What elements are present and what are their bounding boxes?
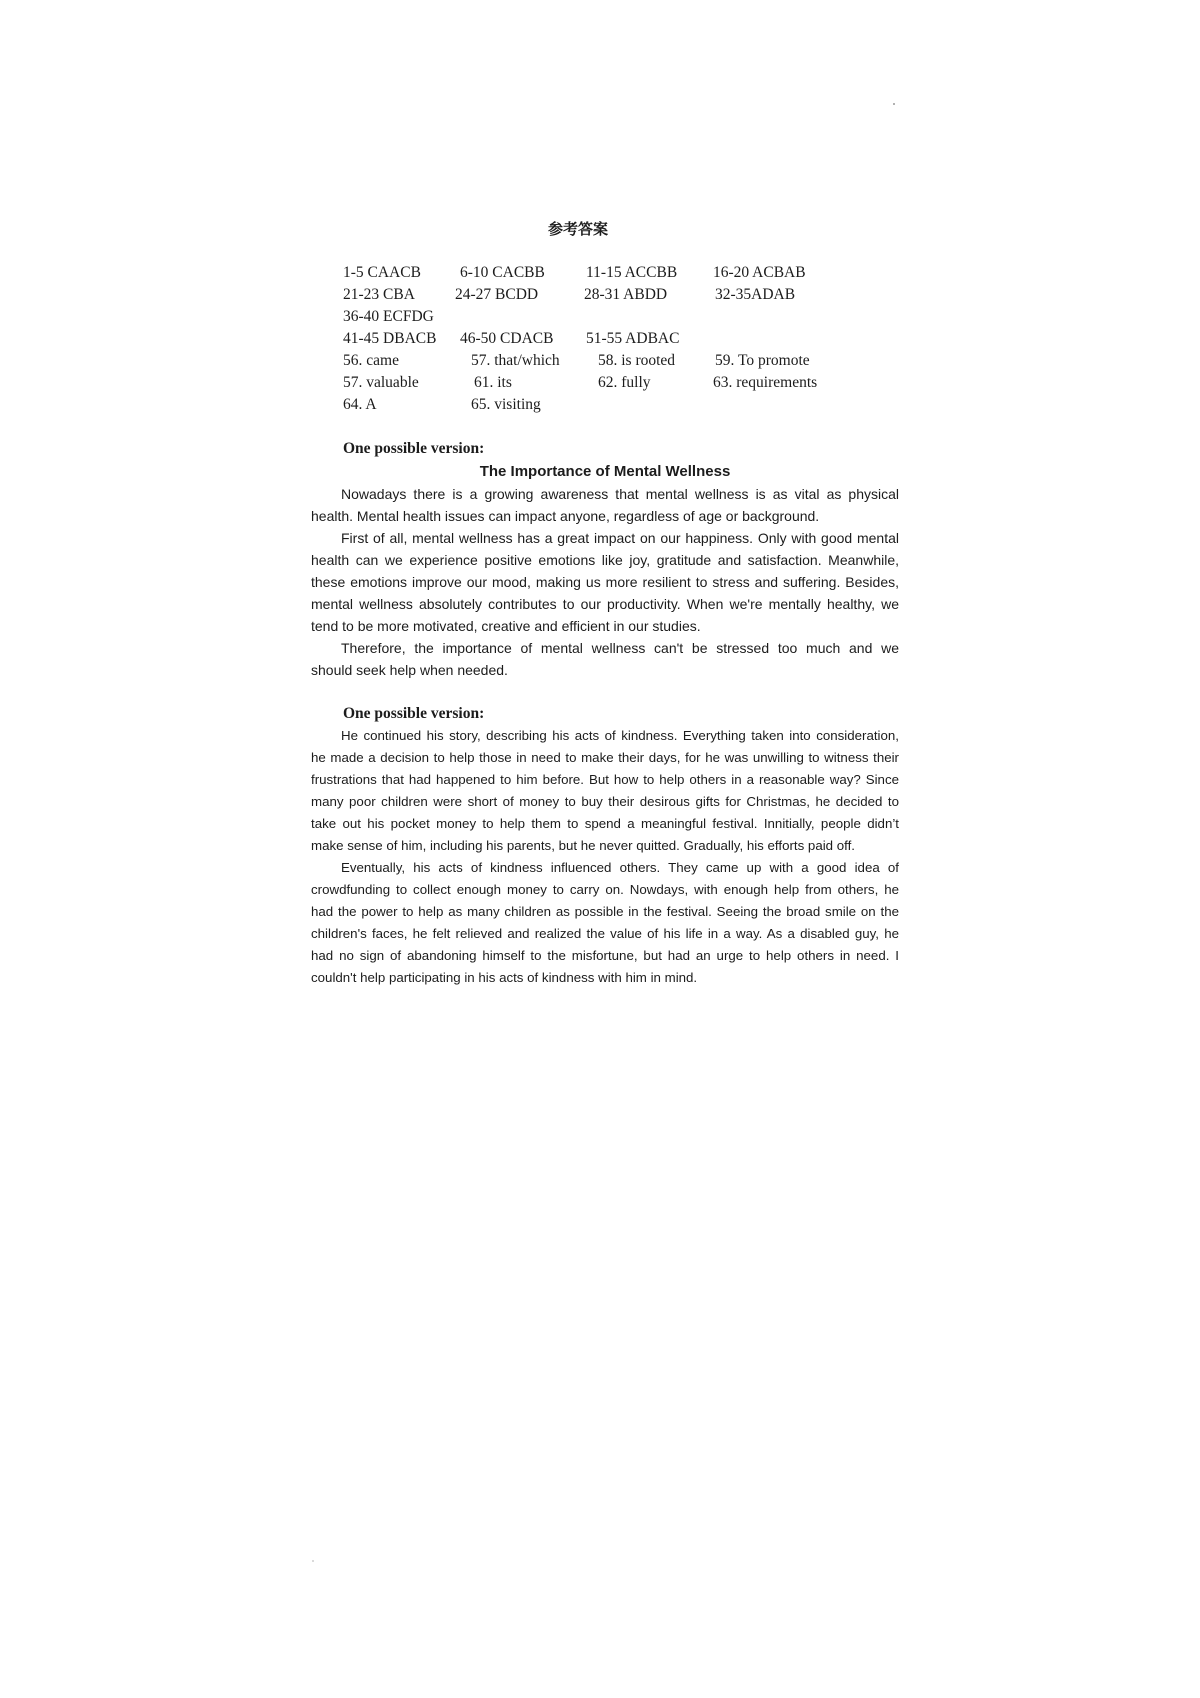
text-line: Nowadays there is a growing awareness that mental wellness is as vital as physical (341, 486, 899, 502)
answer-row (343, 262, 883, 284)
paragraph (311, 527, 899, 637)
text-line: frustrations that had happened to him before. But how to help others in a reasonable way? Since (311, 772, 899, 787)
answer-row (343, 394, 883, 416)
answer-cell: 58. is rooted (598, 352, 676, 369)
answer-row (343, 284, 883, 306)
answer-cell: 24-27 BCDD (455, 286, 539, 303)
version-label: One possible version: (343, 705, 485, 722)
answer-row (343, 328, 883, 350)
answer-cell: 65. visiting (471, 396, 541, 413)
paragraph (311, 483, 899, 527)
answer-cell: 61. its (474, 374, 512, 391)
text-line: children's faces, he felt relieved and realized the value of his life in a way. As a disabled guy, he (311, 926, 899, 941)
answer-grid (343, 262, 883, 416)
paragraph (311, 637, 899, 681)
answer-cell: 6-10 CACBB (460, 264, 545, 281)
text-line: Eventually, his acts of kindness influenced others. They came up with a good idea of (341, 860, 899, 875)
answer-cell: 57. that/which (471, 352, 560, 369)
text-line: Therefore, the importance of mental wellness can't be stressed too much and we (341, 640, 899, 656)
answer-row (343, 372, 883, 394)
page-title: 参考答案 (547, 220, 608, 238)
essay-body-2 (311, 725, 899, 989)
text-line: had the power to help as many children as possible in the festival. Seeing the broad smile on the (311, 904, 899, 919)
text-line: First of all, mental wellness has a great impact on our happiness. Only with good mental (341, 530, 899, 546)
text-line: He continued his story, describing his acts of kindness. Everything taken into consideration, (341, 728, 899, 743)
answer-cell: 36-40 ECFDG (343, 308, 434, 325)
text-line: these emotions improve our mood, making us more resilient to stress and suffering. Besides, (311, 574, 899, 590)
answer-row (343, 306, 883, 328)
answer-cell: 62. fully (598, 374, 651, 391)
text-line: crowdfunding to collect enough money to carry on. Nowdays, with enough help from others, he (311, 882, 899, 897)
paragraph (311, 857, 899, 989)
scan-speck (893, 103, 895, 105)
text-line: couldn't help participating in his acts of kindness with him in mind. (311, 970, 698, 985)
answer-cell: 46-50 CDACB (460, 330, 554, 347)
answer-cell: 64. A (343, 396, 377, 413)
text-line: he made a decision to help those in need to make their days, for he was unwilling to witness their (311, 750, 899, 765)
answer-cell: 16-20 ACBAB (713, 264, 806, 281)
answer-cell: 28-31 ABDD (584, 286, 668, 303)
text-line: tend to be more motivated, creative and efficient in our studies. (311, 618, 701, 634)
answer-cell: 32-35ADAB (715, 286, 796, 303)
answer-cell: 63. requirements (713, 374, 818, 391)
answer-cell: 21-23 CBA (343, 286, 415, 303)
text-line: many poor children were short of money to buy their desirous gifts for Christmas, he decided to (311, 794, 899, 809)
text-line: mental wellness absolutely contributes to our productivity. When we're mentally healthy, we (311, 596, 899, 612)
text-line: should seek help when needed. (311, 662, 508, 678)
text-line: had no sign of abandoning himself to the misfortune, but had an urge to help others in need. I (311, 948, 899, 963)
answer-cell: 51-55 ADBAC (586, 330, 680, 347)
text-line: make sense of him, including his parents, but he never quitted. Gradually, his efforts paid off. (311, 838, 856, 853)
text-line: health. Mental health issues can impact anyone, regardless of age or background. (311, 508, 820, 524)
essay-body-1 (311, 483, 899, 681)
answer-cell: 1-5 CAACB (343, 264, 421, 281)
answer-cell: 59. To promote (715, 352, 810, 369)
answer-cell: 56. came (343, 352, 399, 369)
scan-speck (312, 1560, 314, 1562)
answer-cell: 11-15 ACCBB (586, 264, 678, 281)
text-line: health can we experience positive emotions like joy, gratitude and satisfaction. Meanwhile, (311, 552, 899, 568)
answer-cell: 57. valuable (343, 374, 419, 391)
text-line: take out his pocket money to help them to spend a meaningful festival. Innitially, people didn’t (311, 816, 899, 831)
essay-heading: The Importance of Mental Wellness (479, 463, 731, 480)
answer-row (343, 350, 883, 372)
paragraph (311, 725, 899, 857)
version-label: One possible version: (343, 440, 485, 457)
answer-cell: 41-45 DBACB (343, 330, 437, 347)
